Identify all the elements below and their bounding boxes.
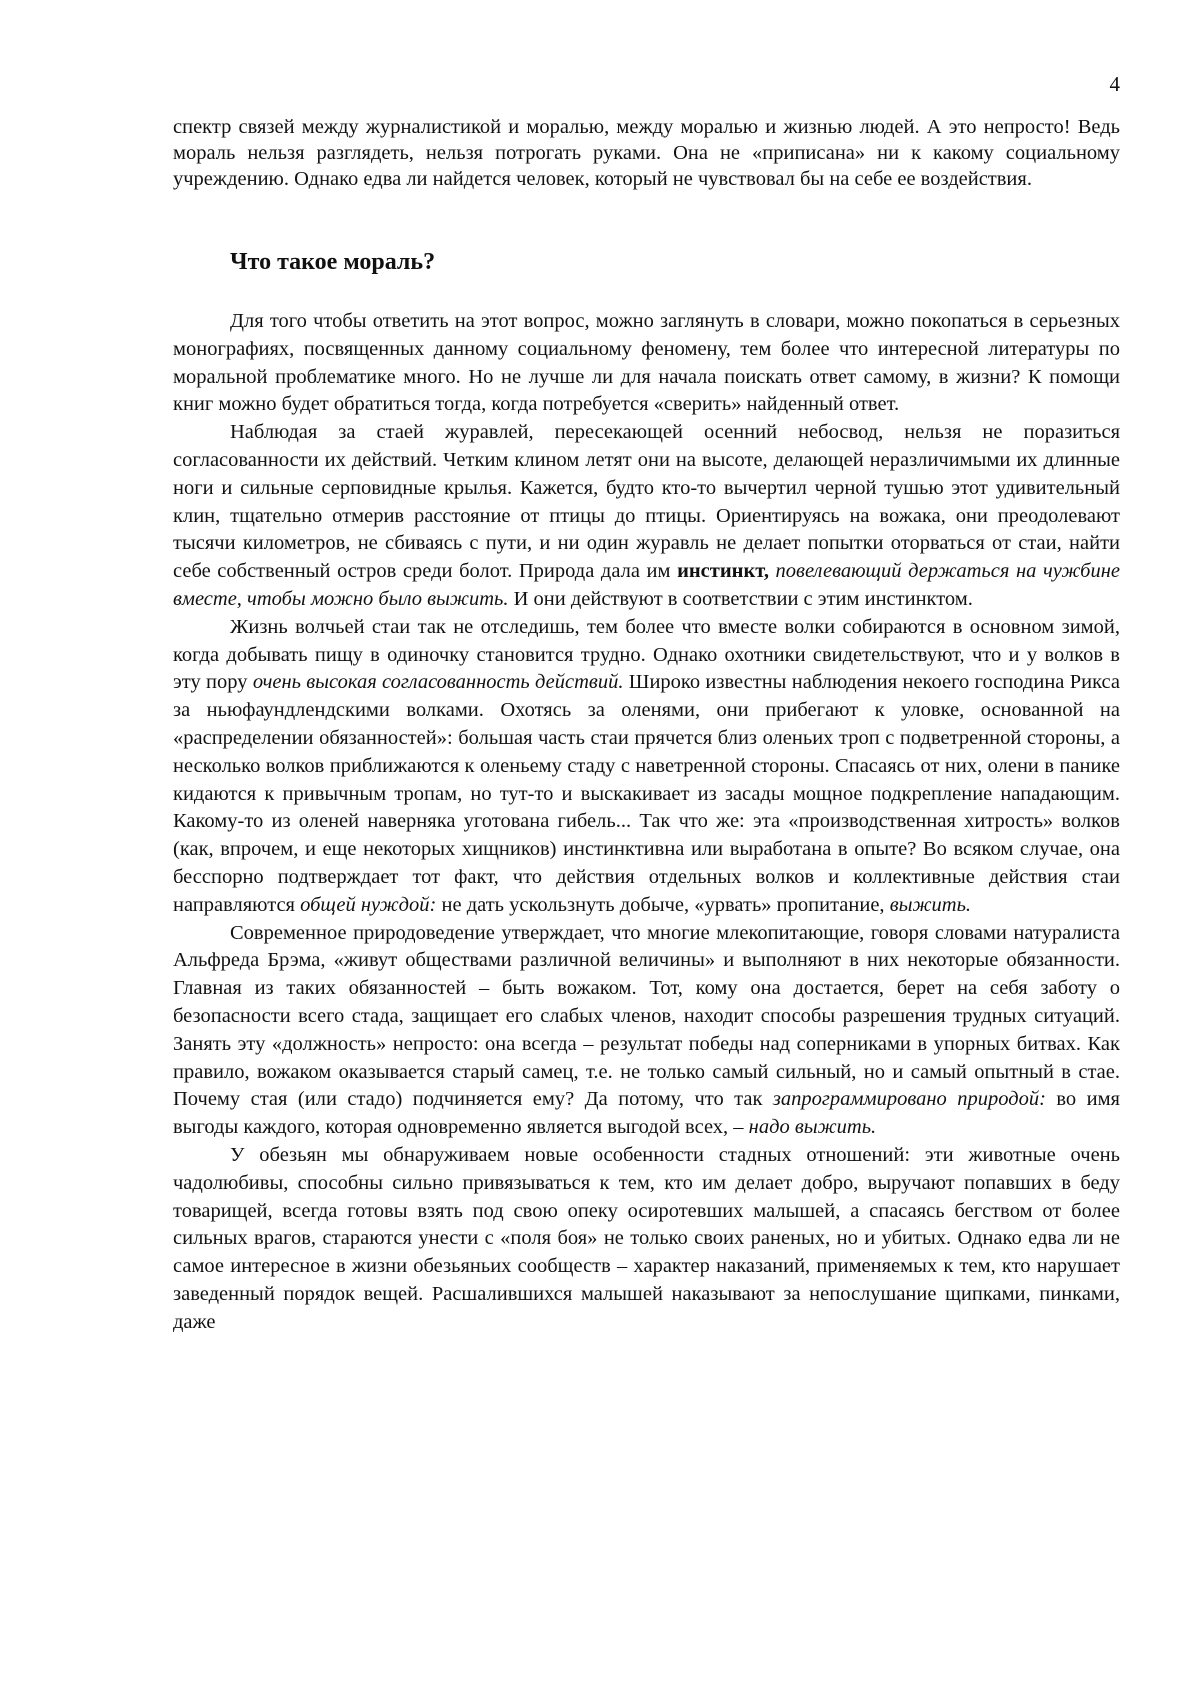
text-run: не дать ускользнуть добыче, «урвать» пропитание, — [436, 893, 890, 916]
text-run: Широко известны наблюдения некоего господина Рикса за ньюфаундлендскими волками. Охотясь за оленями, они прибегают к уловке, основанной на «распределении обязанностей»: большая часть стаи прячется близ оленьих троп с подветренной стороны, а несколько волков приближаются к оленьему стаду с наветренной стороны. Спасаясь от них, олени в панике кидаются к привычным тропам, но тут-то и выскакивает из засады мощное подкрепление нападающим. Какому-то из оленей наверняка уготована гибель... Так что же: эта «производственная хитрость» волков (как, впрочем, и еще некоторых хищников) инстинктивна или выработана в опыте? Во всяком случае, она бесспорно подтверждает тот факт, что действия отдельных волков и коллективные действия стаи направляются — [173, 671, 1120, 916]
paragraph: Для того чтобы ответить на этот вопрос, можно заглянуть в словари, можно покопаться в серьезных монографиях, посвященных данному социальному феномену, тем более что интересной литературы по моральной проблематике много. Но не лучше ли для начала поискать ответ самому, в жизни? К помощи книг можно будет обратиться тогда, когда потребуется «сверить» найденный ответ. — [173, 310, 1120, 416]
bold-term: инстинкт, — [677, 560, 769, 583]
paragraph: У обезьян мы обнаруживаем новые особенности стадных отношений: эти животные очень чадолюбивы, способны сильно привязываться к тем, кто им делает добро, выручают попавших в беду товарищей, всегда готовы взять под свою опеку осиротевших малышей, а спасаясь бегством от более сильных врагов, стараются унести с «поля боя» не только своих раненых, но и убитых. Однако едва ли не самое интересное в жизни обезьяньих сообществ – характер наказаний, применяемых к тем, кто нарушает заведенный порядок вещей. Расшалившихся малышей наказывают за непослушание щипками, пинками, даже — [173, 1143, 1120, 1333]
italic-phrase: надо выжить. — [748, 1116, 877, 1139]
italic-phrase: общей нуждой: — [300, 893, 437, 916]
section-heading: Что такое мораль? — [230, 249, 436, 275]
paragraph — [173, 419, 1120, 614]
section-body — [173, 308, 1120, 1336]
text-run — [769, 560, 776, 582]
text-run: Жизнь волчьей стаи так не отследишь, тем более что вместе волки собираются в основном зимой, когда добывать пищу в одиночку становится трудно. Однако охотники свидетельствуют, что и у волков в эту пору — [173, 615, 1120, 694]
italic-phrase: повелевающий держаться на чужбине вместе, чтобы можно было выжить. — [173, 560, 1120, 610]
page-number: 4 — [1109, 72, 1120, 96]
text-run: Наблюдая за стаей журавлей, пересекающей осенний небосвод, нельзя не поразиться согласованности их действий. Четким клином летят они на высоте, делающей неразличимыми их длинные ноги и сильные серповидные крылья. Кажется, будто кто-то вычертил черной тушью этот удивительный клин, тщательно отмерив расстояние от птицы до птицы. Ориентируясь на вожака, они преодолевают тысячи километров, не сбиваясь с пути, и ни один журавль не делает попытки оторваться от стаи, найти себе собственный остров среди болот. Природа дала им — [173, 421, 1120, 583]
text-run: И они действуют в соответствии с этим инстинктом. — [508, 587, 973, 610]
intro-text — [173, 114, 1120, 192]
italic-phrase: запрограммировано природой: — [772, 1088, 1046, 1111]
intro-paragraph: спектр связей между журналистикой и моралью, между моралью и жизнью людей. А это непросто! Ведь мораль нельзя разглядеть, нельзя потрогать руками. Она не «приписана» ни к какому социальному учреждению. Однако едва ли найдется человек, который не чувствовал бы на себе ее воздействия. — [173, 116, 1120, 190]
text-run: во имя выгоды каждого, которая одновременно является выгодой всех, – — [173, 1088, 1120, 1139]
paragraph — [173, 920, 1120, 1142]
italic-phrase: очень высокая согласованность действий. — [252, 671, 624, 694]
text-run: Современное природоведение утверждает, что многие млекопитающие, говоря словами натуралиста Альфреда Брэма, «живут обществами различной величины» и выполняют в них некоторые обязанности. Главная из таких обязанностей – быть вожаком. Тот, кому она достается, берет на себя заботу о безопасности всего стада, защищает его слабых членов, находит способы разрешения трудных ситуаций. Занять эту «должность» непросто: она всегда – результат победы над соперниками в упорных битвах. Как правило, вожаком оказывается старый самец, т.е. не только самый сильный, но и самый опытный в стае. Почему стая (или стадо) подчиняется ему? Да потому, что так — [173, 921, 1120, 1111]
paragraph — [173, 614, 1120, 920]
italic-phrase: выжить. — [889, 893, 972, 916]
